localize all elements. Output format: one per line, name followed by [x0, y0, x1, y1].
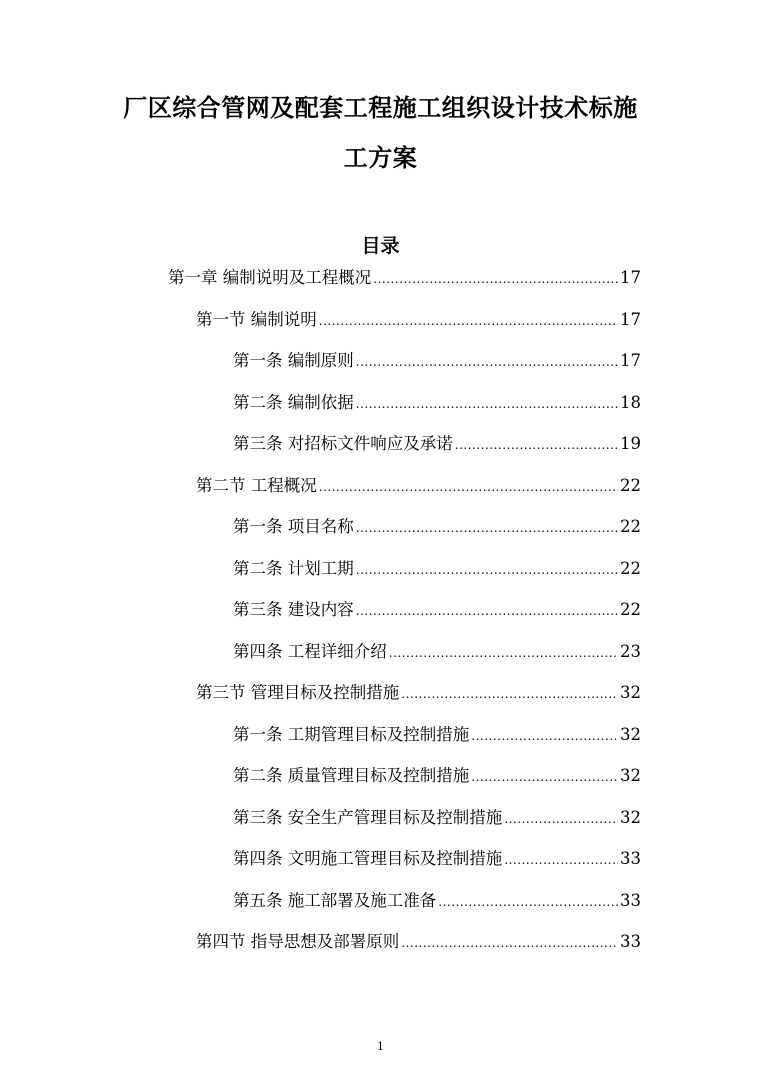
toc-entry-page: 32 — [620, 725, 641, 744]
toc-dot-leader — [471, 724, 618, 748]
toc-dot-leader — [471, 765, 618, 789]
toc-entry-page: 33 — [620, 932, 641, 951]
toc-entry-page: 22 — [620, 517, 641, 536]
toc-entry-article-1-3-2[interactable] — [233, 764, 641, 789]
toc-entry-label: 第一节 编制说明 — [196, 310, 317, 329]
toc-entry-label: 第五条 施工部署及施工准备 — [233, 891, 437, 910]
toc-entry-label: 第二条 质量管理目标及控制措施 — [233, 766, 470, 785]
toc-dot-leader — [356, 558, 618, 582]
toc-dot-leader — [504, 848, 618, 872]
document-title-line-1: 厂区综合管网及配套工程施工组织设计技术标施 — [123, 94, 638, 122]
toc-dot-leader — [356, 516, 618, 540]
toc-dot-leader — [356, 350, 618, 374]
toc-entry-page: 32 — [620, 683, 641, 702]
toc-entry-article-1-3-5[interactable] — [233, 889, 641, 914]
toc-entry-article-1-2-3[interactable] — [233, 598, 641, 623]
toc-entry-label: 第三条 安全生产管理目标及控制措施 — [233, 808, 503, 827]
toc-entry-label: 第三条 建设内容 — [233, 600, 354, 619]
toc-entry-chapter-1[interactable] — [168, 266, 641, 291]
toc-entry-section-1-3[interactable] — [196, 681, 641, 706]
toc-entry-page: 32 — [620, 766, 641, 785]
toc-entry-page: 22 — [620, 600, 641, 619]
toc-entry-article-1-3-3[interactable] — [233, 806, 641, 831]
toc-entry-page: 22 — [620, 559, 641, 578]
toc-entry-label: 第四条 文明施工管理目标及控制措施 — [233, 849, 503, 868]
toc-entry-section-1-4[interactable] — [196, 930, 641, 955]
toc-entry-article-1-1-2[interactable] — [233, 391, 641, 416]
toc-entry-article-1-2-4[interactable] — [233, 640, 641, 665]
toc-entry-page: 33 — [620, 891, 641, 910]
toc-entry-label: 第三节 管理目标及控制措施 — [196, 683, 400, 702]
toc-entry-section-1-1[interactable] — [196, 308, 641, 333]
toc-entry-article-1-1-3[interactable] — [233, 432, 641, 457]
toc-entry-label: 第四节 指导思想及部署原则 — [196, 932, 400, 951]
toc-dot-leader — [455, 433, 618, 457]
toc-entry-page: 17 — [620, 268, 641, 287]
toc-dot-leader — [401, 682, 618, 706]
toc-entry-article-1-1-1[interactable] — [233, 349, 641, 374]
toc-entry-article-1-3-4[interactable] — [233, 847, 641, 872]
toc-entry-label: 第一章 编制说明及工程概况 — [168, 268, 372, 287]
toc-entry-label: 第一条 编制原则 — [233, 351, 354, 370]
toc-entry-page: 33 — [620, 849, 641, 868]
toc-dot-leader — [389, 641, 618, 665]
toc-entry-page: 22 — [620, 476, 641, 495]
toc-dot-leader — [356, 599, 618, 623]
toc-dot-leader — [319, 475, 618, 499]
toc-entry-page: 17 — [620, 351, 641, 370]
toc-dot-leader — [438, 890, 618, 914]
toc-entry-label: 第二节 工程概况 — [196, 476, 317, 495]
page-number: 1 — [377, 1040, 384, 1053]
toc-entry-page: 17 — [620, 310, 641, 329]
toc-entry-label: 第二条 编制依据 — [233, 393, 354, 412]
document-title-line-2: 工方案 — [343, 144, 418, 172]
toc-entry-label: 第三条 对招标文件响应及承诺 — [233, 434, 453, 453]
toc-dot-leader — [401, 931, 618, 955]
toc-dot-leader — [373, 267, 618, 291]
toc-dot-leader — [356, 392, 618, 416]
toc-entry-section-1-2[interactable] — [196, 474, 641, 499]
toc-entry-page: 19 — [620, 434, 641, 453]
toc-dot-leader — [504, 807, 618, 831]
toc-entry-page: 32 — [620, 808, 641, 827]
toc-entry-label: 第一条 项目名称 — [233, 517, 354, 536]
toc-entry-article-1-3-1[interactable] — [233, 723, 641, 748]
toc-entry-label: 第二条 计划工期 — [233, 559, 354, 578]
toc-entry-page: 18 — [620, 393, 641, 412]
toc-heading: 目录 — [361, 235, 400, 257]
toc-entry-page: 23 — [620, 642, 641, 661]
toc-entry-label: 第一条 工期管理目标及控制措施 — [233, 725, 470, 744]
toc-dot-leader — [319, 309, 618, 333]
toc-entry-label: 第四条 工程详细介绍 — [233, 642, 387, 661]
toc-entry-article-1-2-2[interactable] — [233, 557, 641, 582]
toc-entry-article-1-2-1[interactable] — [233, 515, 641, 540]
